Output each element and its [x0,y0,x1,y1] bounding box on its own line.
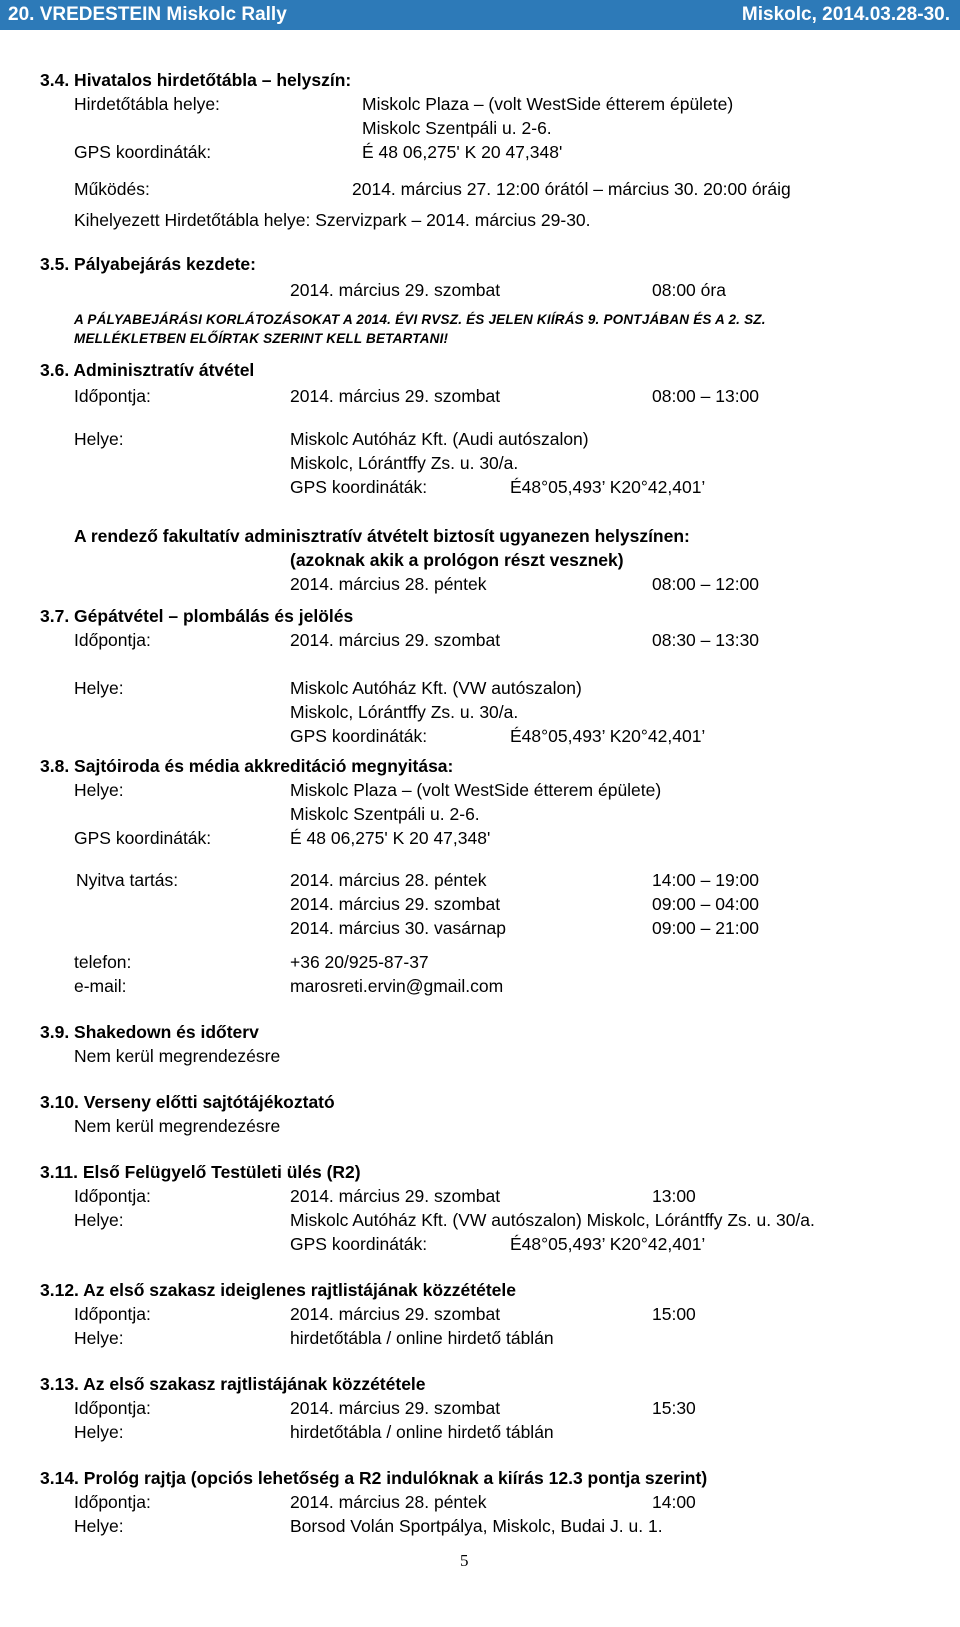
press-place-2: Miskolc Szentpáli u. 2-6. [290,804,480,824]
stewards-time-label: Időpontja: [74,1186,151,1206]
header-event-title: 20. VREDESTEIN Miskolc Rally [8,4,287,25]
scrutiny-place-label: Helye: [74,678,124,698]
startlist-provisional-place-label: Helye: [74,1328,124,1348]
press-conference-text: Nem kerül megrendezésre [74,1116,281,1136]
scrutiny-place-2: Miskolc, Lórántffy Zs. u. 30/a. [290,702,519,722]
admin-gps-value: É48°05,493’ K20°42,401’ [510,477,706,497]
board-gps-value: É 48 06,275' K 20 47,348' [362,142,563,162]
press-email: marosreti.ervin@gmail.com [290,976,504,996]
recon-time: 08:00 óra [652,280,726,300]
admin-optional-line-2: (azoknak akik a prológon részt vesznek) [290,550,624,570]
press-opening-label: Nyitva tartás: [76,870,179,890]
startlist-time-label: Időpontja: [74,1398,151,1418]
board-place-2: Miskolc Szentpáli u. 2-6. [362,118,552,138]
press-email-label: e-mail: [74,976,127,996]
board-operation-label: Működés: [74,179,150,199]
press-opening-date: 2014. március 30. vasárnap [290,918,506,938]
prologue-time-label: Időpontja: [74,1492,151,1512]
scrutiny-place-1: Miskolc Autóház Kft. (VW autószalon) [290,678,582,698]
prologue-date: 2014. március 28. péntek [290,1492,487,1512]
board-place-1: Miskolc Plaza – (volt WestSide étterem épülete) [362,94,734,114]
stewards-gps-label: GPS koordináták: [290,1234,428,1254]
admin-place-2: Miskolc, Lórántffy Zs. u. 30/a. [290,453,519,473]
section-3-6-title: 3.6. Adminisztratív átvétel [40,360,255,380]
scrutiny-date: 2014. március 29. szombat [290,630,501,650]
admin-place-label: Helye: [74,429,124,449]
admin-date: 2014. március 29. szombat [290,386,501,406]
page-header [0,0,960,30]
section-3-7-title: 3.7. Gépátvétel – plombálás és jelölés [40,606,354,626]
admin-optional-time: 08:00 – 12:00 [652,574,760,594]
admin-place-1: Miskolc Autóház Kft. (Audi autószalon) [290,429,589,449]
board-gps-label: GPS koordináták: [74,142,212,162]
scrutiny-gps-label: GPS koordináták: [290,726,428,746]
admin-optional-line-1: A rendező fakultatív adminisztratív átvételt biztosít ugyanezen helyszínen: [74,526,690,546]
admin-time-label: Időpontja: [74,386,151,406]
scrutiny-time: 08:30 – 13:30 [652,630,760,650]
section-3-10-title: 3.10. Verseny előtti sajtótájékoztató [40,1092,335,1112]
section-3-5-title: 3.5. Pályabejárás kezdete: [40,254,256,274]
press-gps-label: GPS koordináták: [74,828,212,848]
board-operation-value: 2014. március 27. 12:00 órától – március 30. 20:00 óráig [352,179,791,199]
press-place-label: Helye: [74,780,124,800]
recon-date: 2014. március 29. szombat [290,280,501,300]
stewards-time: 13:00 [652,1186,696,1206]
prologue-time: 14:00 [652,1492,696,1512]
press-phone: +36 20/925-87-37 [290,952,429,972]
section-3-12-title: 3.12. Az első szakasz ideiglenes rajtlistájának közzététele [40,1280,516,1300]
startlist-place-label: Helye: [74,1422,124,1442]
stewards-place: Miskolc Autóház Kft. (VW autószalon) Miskolc, Lórántffy Zs. u. 30/a. [290,1210,815,1230]
press-opening-time: 09:00 – 04:00 [652,894,760,914]
section-3-9-title: 3.9. Shakedown és időterv [40,1022,259,1042]
section-3-11-title: 3.11. Első Felügyelő Testületi ülés (R2) [40,1162,361,1182]
startlist-date: 2014. március 29. szombat [290,1398,501,1418]
startlist-place: hirdetőtábla / online hirdető táblán [290,1422,554,1442]
press-opening-time: 14:00 – 19:00 [652,870,760,890]
board-external-place: Kihelyezett Hirdetőtábla helye: Szervizpark – 2014. március 29-30. [74,210,591,230]
section-3-4-title: 3.4. Hivatalos hirdetőtábla – helyszín: [40,70,352,90]
startlist-provisional-place: hirdetőtábla / online hirdető táblán [290,1328,554,1348]
startlist-provisional-date: 2014. március 29. szombat [290,1304,501,1324]
section-3-8-title: 3.8. Sajtóiroda és média akkreditáció megnyitása: [40,756,454,776]
press-opening-time: 09:00 – 21:00 [652,918,760,938]
scrutiny-gps-value: É48°05,493’ K20°42,401’ [510,726,706,746]
header-location-date: Miskolc, 2014.03.28-30. [741,4,950,25]
prologue-place-label: Helye: [74,1516,124,1536]
scrutiny-time-label: Időpontja: [74,630,151,650]
press-gps-value: É 48 06,275' K 20 47,348' [290,828,491,848]
stewards-date: 2014. március 29. szombat [290,1186,501,1206]
admin-gps-label: GPS koordináták: [290,477,428,497]
press-opening-date: 2014. március 28. péntek [290,870,487,890]
startlist-time: 15:30 [652,1398,696,1418]
board-place-label: Hirdetőtábla helye: [74,94,220,114]
startlist-provisional-time: 15:00 [652,1304,696,1324]
prologue-place: Borsod Volán Sportpálya, Miskolc, Budai J. u. 1. [290,1516,663,1536]
page-number: 5 [460,1551,469,1570]
admin-optional-date: 2014. március 28. péntek [290,574,487,594]
press-opening-date: 2014. március 29. szombat [290,894,501,914]
recon-note-line-1: A PÁLYABEJÁRÁSI KORLÁTOZÁSOKAT A 2014. ÉVI RVSZ. ÉS JELEN KIÍRÁS 9. PONTJÁBAN ÉS A 2. SZ. [74,312,766,327]
section-3-13-title: 3.13. Az első szakasz rajtlistájának közzététele [40,1374,426,1394]
press-phone-label: telefon: [74,952,132,972]
stewards-gps-value: É48°05,493’ K20°42,401’ [510,1234,706,1254]
stewards-place-label: Helye: [74,1210,124,1230]
press-place-1: Miskolc Plaza – (volt WestSide étterem épülete) [290,780,662,800]
shakedown-text: Nem kerül megrendezésre [74,1046,281,1066]
section-3-14-title: 3.14. Prológ rajtja (opciós lehetőség a R2 indulóknak a kiírás 12.3 pontja szerint) [40,1468,708,1488]
startlist-provisional-time-label: Időpontja: [74,1304,151,1324]
recon-note-line-2: MELLÉKLETBEN ELŐÍRTAK SZERINT KELL BETARTANI! [74,331,449,346]
admin-time: 08:00 – 13:00 [652,386,760,406]
